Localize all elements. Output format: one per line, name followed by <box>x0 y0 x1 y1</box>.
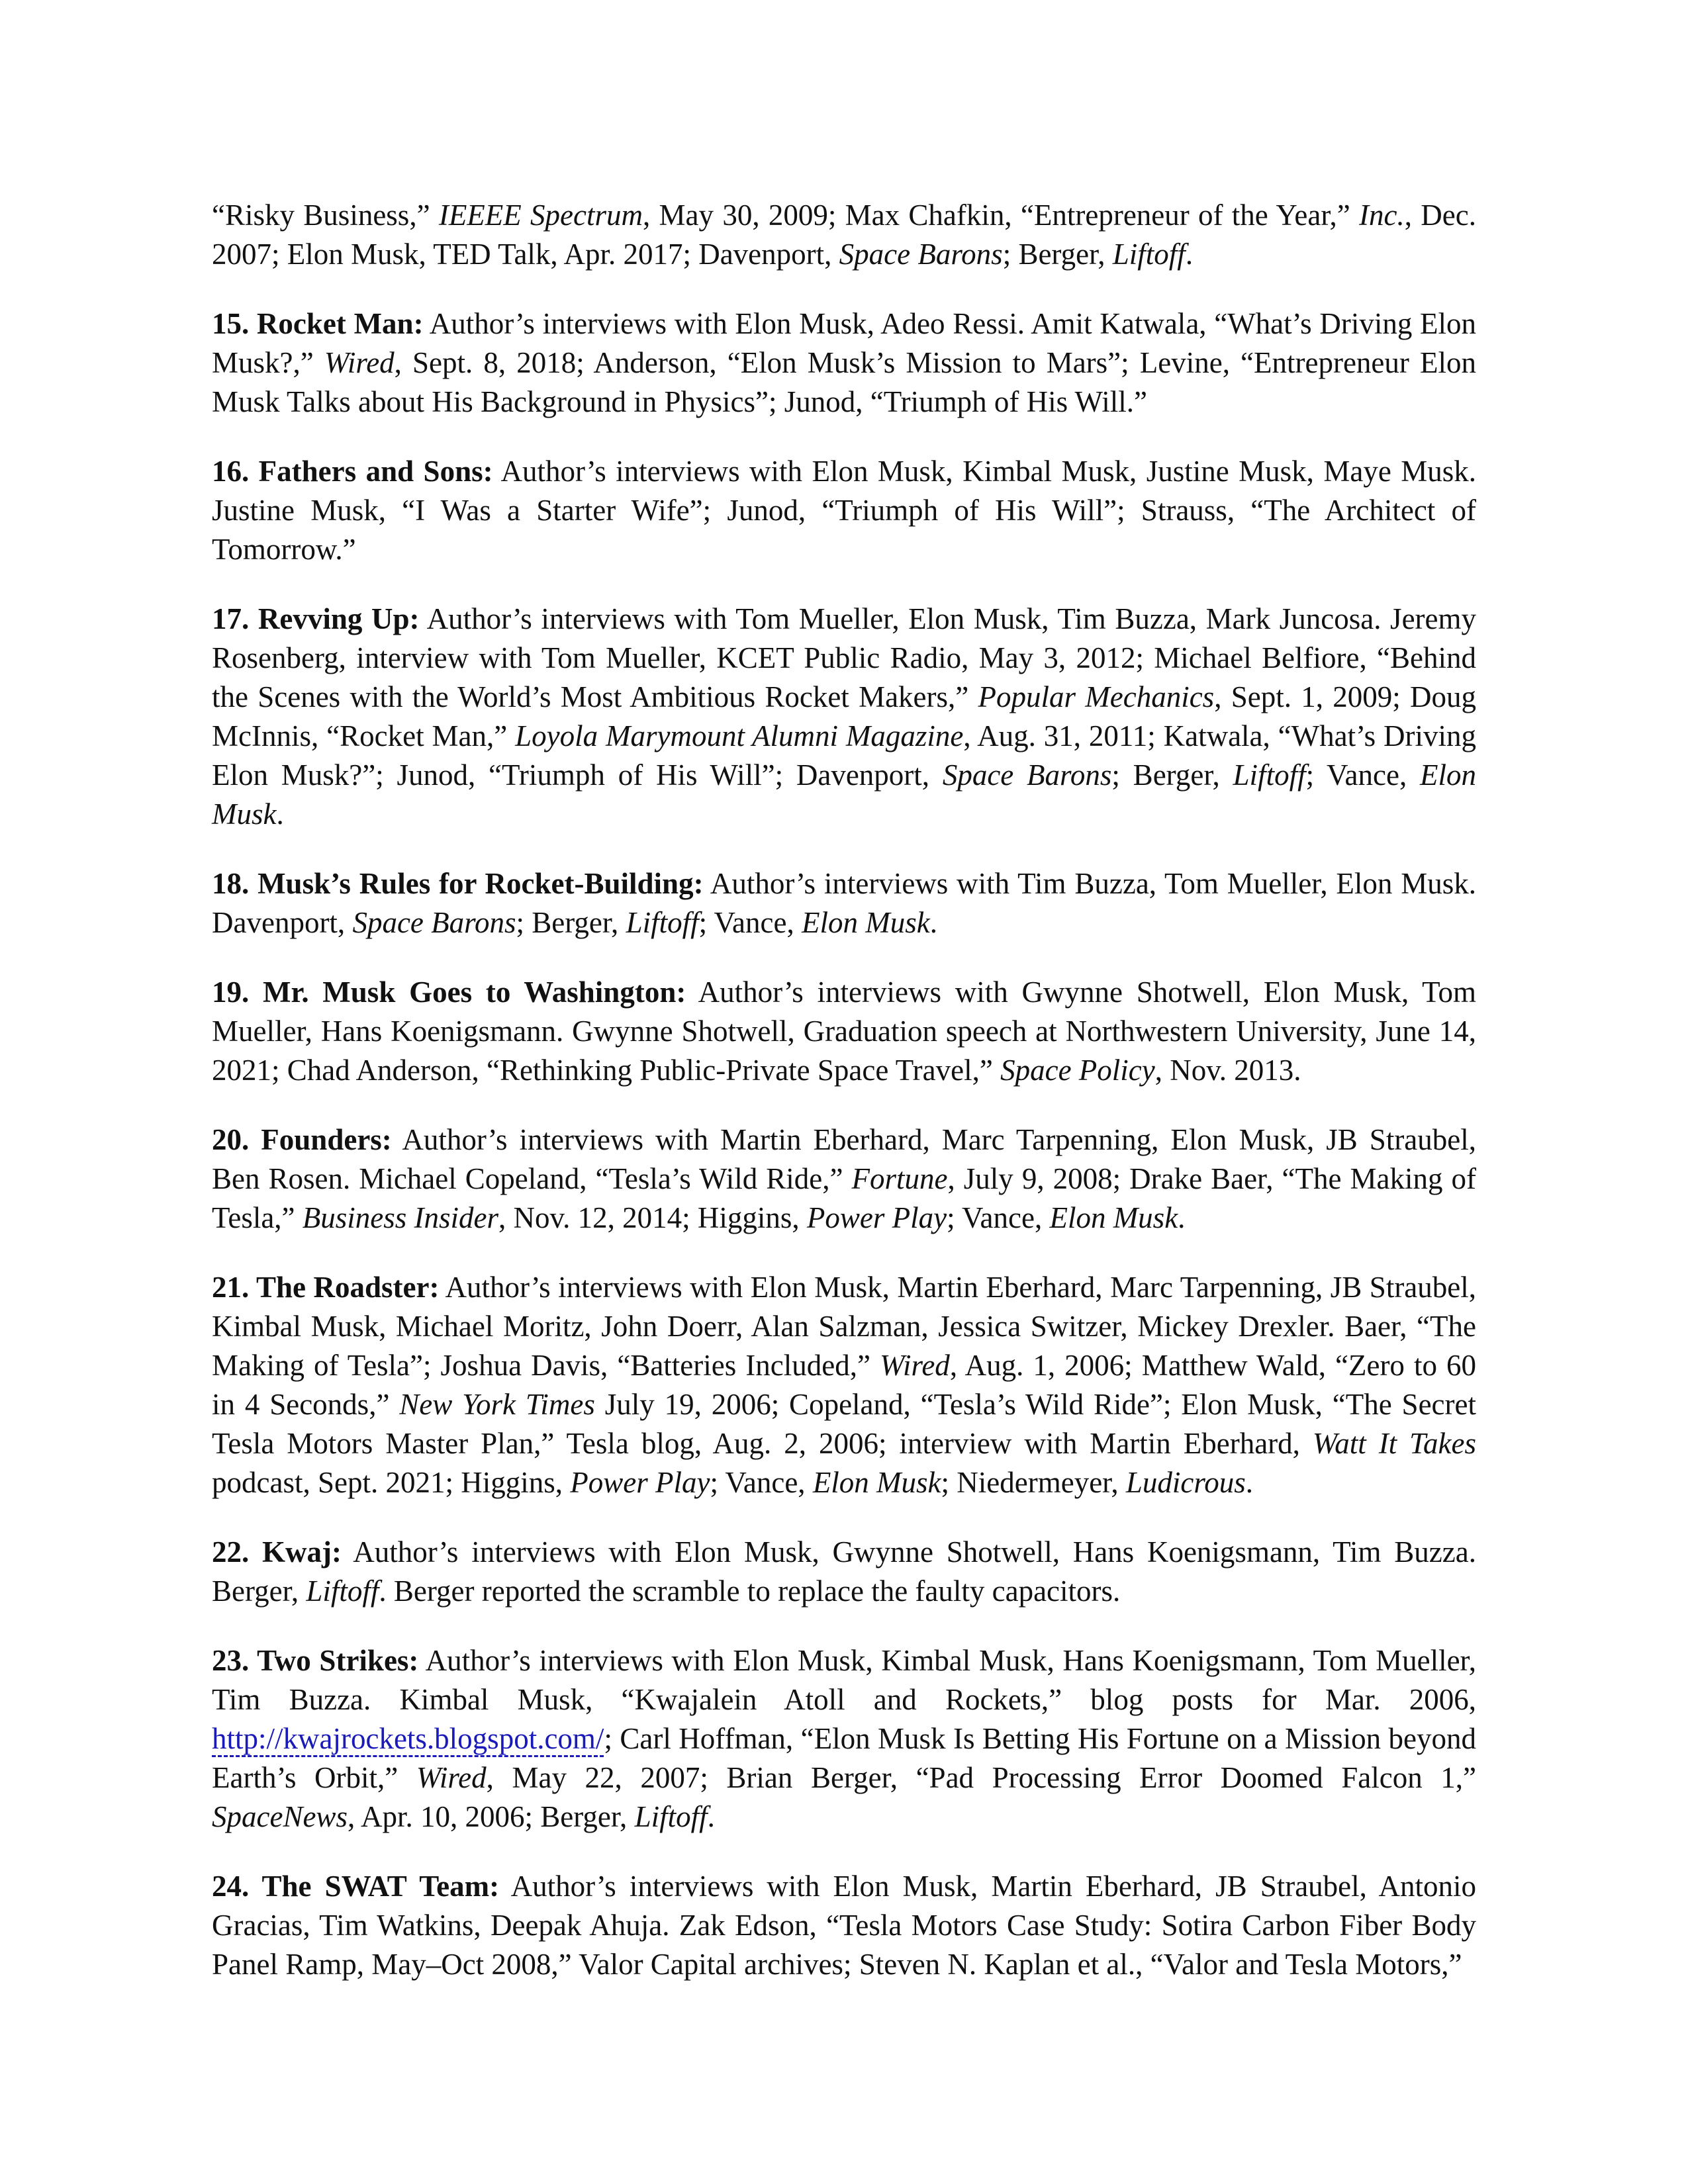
note-text: Author’s interviews with Gwynne Shotwell, Elon Musk, Tom Mueller, Hans Koenigsmann. Gwynne Shotwell, Graduation speech at Northwestern University, June 14, 2021; Chad Anderson, “Rethinking Public-Private Space Travel,” <box>212 976 1476 1087</box>
note-text: , Aug. 31, 2011; Katwala, “What’s Driving Elon Musk?”; Junod, “Triumph of His Will”; Davenport, <box>212 719 1476 792</box>
publication-title: Power Play <box>570 1466 710 1499</box>
publication-title: SpaceNews <box>212 1800 348 1833</box>
note-text: , July 9, 2008; Drake Baer, “The Making of Tesla,” <box>212 1162 1476 1234</box>
note-heading: 19. Mr. Musk Goes to Washington: <box>212 976 686 1009</box>
note-text: . <box>929 906 937 939</box>
publication-title: Space Barons <box>942 758 1112 792</box>
note-entry-21 <box>212 1268 1476 1502</box>
note-text: , Apr. 10, 2006; Berger, <box>347 1800 635 1833</box>
publication-title: Liftoff <box>1112 238 1186 271</box>
publication-title: Power Play <box>806 1201 947 1234</box>
publication-title: Watt It Takes <box>1312 1427 1477 1460</box>
note-text: Author’s interviews with Elon Musk, Adeo Ressi. Amit Katwala, “What’s Driving Elon Musk?,” <box>212 307 1476 379</box>
publication-title: Space Barons <box>352 906 516 939</box>
note-entry-20 <box>212 1120 1476 1238</box>
publication-title: Wired <box>324 346 395 379</box>
note-heading: 16. Fathers and Sons: <box>212 455 493 488</box>
publication-title: Wired <box>416 1761 487 1794</box>
publication-title: Inc. <box>1359 199 1405 232</box>
note-text: Author’s interviews with Elon Musk, Kimbal Musk, Justine Musk, Maye Musk. Justine Musk, “I Was a Starter Wife”; Junod, “Triumph of His Will”; Strauss, “The Architect of Tomorrow.” <box>212 455 1476 566</box>
note-heading: 23. Two Strikes: <box>212 1644 419 1677</box>
note-heading: 21. The Roadster: <box>212 1271 440 1304</box>
note-text: . <box>276 797 284 831</box>
note-heading: 22. Kwaj: <box>212 1535 342 1569</box>
note-entry-24 <box>212 1867 1476 1984</box>
note-text: , May 30, 2009; Max Chafkin, “Entrepreneur of the Year,” <box>643 199 1360 232</box>
note-heading: 18. Musk’s Rules for Rocket-Building: <box>212 867 704 900</box>
note-text: ; Vance, <box>947 1201 1050 1234</box>
publication-title: Business Insider <box>302 1201 499 1234</box>
note-text: ; Vance, <box>1305 758 1420 792</box>
publication-title: Loyola Marymount Alumni Magazine <box>515 719 964 752</box>
note-text: podcast, Sept. 2021; Higgins, <box>212 1466 571 1499</box>
note-text: ; Berger, <box>1002 238 1113 271</box>
note-text: Author’s interviews with Tom Mueller, Elon Musk, Tim Buzza, Mark Juncosa. Jeremy Rosenberg, interview with Tom Mueller, KCET Public Radio, May 3, 2012; Michael Belfiore, “Behind the Scenes with the World’s Most Ambitious Rocket Makers,” <box>212 602 1476 713</box>
note-entry-19 <box>212 973 1476 1090</box>
note-text: ; Berger, <box>1111 758 1233 792</box>
note-text: . <box>1185 238 1194 271</box>
note-text: Author’s interviews with Elon Musk, Gwynne Shotwell, Hans Koenigsmann, Tim Buzza. Berger, <box>212 1535 1476 1608</box>
note-text: Author’s interviews with Elon Musk, Martin Eberhard, JB Straubel, Antonio Gracias, Tim Watkins, Deepak Ahuja. Zak Edson, “Tesla Motors Case Study: Sotira Carbon Fiber Body Panel Ramp, May–Oct 2008,” Valor Capital archives; Steven N. Kaplan et al., “Valor and Tesla Motors,” <box>212 1870 1476 1981</box>
note-entry-23 <box>212 1641 1476 1837</box>
publication-title: Popular Mechanics <box>978 680 1215 713</box>
publication-title: New York Times <box>399 1388 595 1421</box>
note-text: Author’s interviews with Tim Buzza, Tom Mueller, Elon Musk. Davenport, <box>212 867 1476 939</box>
publication-title: Elon Musk <box>801 906 930 939</box>
note-text: Author’s interviews with Elon Musk, Kimbal Musk, Hans Koenigsmann, Tom Mueller, Tim Buzza. Kimbal Musk, “Kwajalein Atoll and Rockets,” blog posts for Mar. 2006, <box>212 1644 1476 1716</box>
note-text: . <box>1245 1466 1253 1499</box>
publication-title: Elon Musk <box>812 1466 941 1499</box>
publication-title: Space Barons <box>839 238 1003 271</box>
publication-title: Ludicrous <box>1125 1466 1246 1499</box>
note-text: ; Carl Hoffman, “Elon Musk Is Betting His Fortune on a Mission beyond Earth’s Orbit,” <box>212 1722 1476 1794</box>
note-text: Author’s interviews with Martin Eberhard, Marc Tarpenning, Elon Musk, JB Straubel, Ben Rosen. Michael Copeland, “Tesla’s Wild Ride,” <box>212 1123 1477 1195</box>
note-text: , Aug. 1, 2006; Matthew Wald, “Zero to 60 in 4 Seconds,” <box>212 1349 1477 1421</box>
publication-title: Liftoff <box>306 1574 379 1608</box>
note-text: ; Niedermeyer, <box>941 1466 1126 1499</box>
note-heading: 15. Rocket Man: <box>212 307 424 340</box>
note-text: . Berger reported the scramble to replace the faulty capacitors. <box>379 1574 1121 1608</box>
publication-title: Liftoff <box>626 906 699 939</box>
note-text: ; Vance, <box>698 906 802 939</box>
publication-title: Fortune <box>851 1162 948 1195</box>
note-text: , Nov. 2013. <box>1154 1054 1301 1087</box>
note-entry-18 <box>212 864 1476 942</box>
publication-title: Elon Musk <box>212 758 1476 831</box>
publication-title: IEEEE Spectrum <box>438 199 643 232</box>
publication-title: Wired <box>879 1349 950 1382</box>
note-entry-22 <box>212 1533 1476 1611</box>
note-text: , May 22, 2007; Brian Berger, “Pad Processing Error Doomed Falcon 1,” <box>486 1761 1476 1794</box>
note-entry-15 <box>212 304 1476 422</box>
note-text: , Sept. 8, 2018; Anderson, “Elon Musk’s Mission to Mars”; Levine, “Entrepreneur Elon Musk Talks about His Background in Physics”; Junod, “Triumph of His Will.” <box>212 346 1476 418</box>
note-heading: 20. Founders: <box>212 1123 392 1156</box>
note-heading: 24. The SWAT Team: <box>212 1870 500 1903</box>
note-text: “Risky Business,” <box>212 199 439 232</box>
note-text: , Nov. 12, 2014; Higgins, <box>498 1201 807 1234</box>
note-text: . <box>1178 1201 1186 1234</box>
note-text: , Dec. 2007; Elon Musk, TED Talk, Apr. 2017; Davenport, <box>212 199 1476 271</box>
note-text: , Sept. 1, 2009; Doug McInnis, “Rocket Man,” <box>212 680 1476 752</box>
publication-title: Liftoff <box>1233 758 1306 792</box>
note-text: Author’s interviews with Elon Musk, Martin Eberhard, Marc Tarpenning, JB Straubel, Kimbal Musk, Michael Moritz, John Doerr, Alan Salzman, Jessica Switzer, Mickey Drexler. Baer, “The Making of Tesla”; Joshua Davis, “Batteries Included,” <box>212 1271 1477 1382</box>
note-text: ; Berger, <box>516 906 626 939</box>
publication-title: Elon Musk <box>1049 1201 1178 1234</box>
blog-link[interactable]: http://kwajrockets.blogspot.com/ <box>212 1722 604 1757</box>
note-entry-17 <box>212 600 1476 834</box>
note-entry-cont <box>212 196 1476 274</box>
publication-title: Space Policy <box>1000 1054 1155 1087</box>
note-heading: 17. Revving Up: <box>212 602 420 635</box>
note-text: . <box>707 1800 715 1833</box>
note-text: ; Vance, <box>710 1466 813 1499</box>
publication-title: Liftoff <box>634 1800 708 1833</box>
note-entry-16 <box>212 452 1476 569</box>
notes-page <box>212 196 1476 2015</box>
note-text: July 19, 2006; Copeland, “Tesla’s Wild Ride”; Elon Musk, “The Secret Tesla Motors Master Plan,” Tesla blog, Aug. 2, 2006; interview with Martin Eberhard, <box>212 1388 1476 1460</box>
